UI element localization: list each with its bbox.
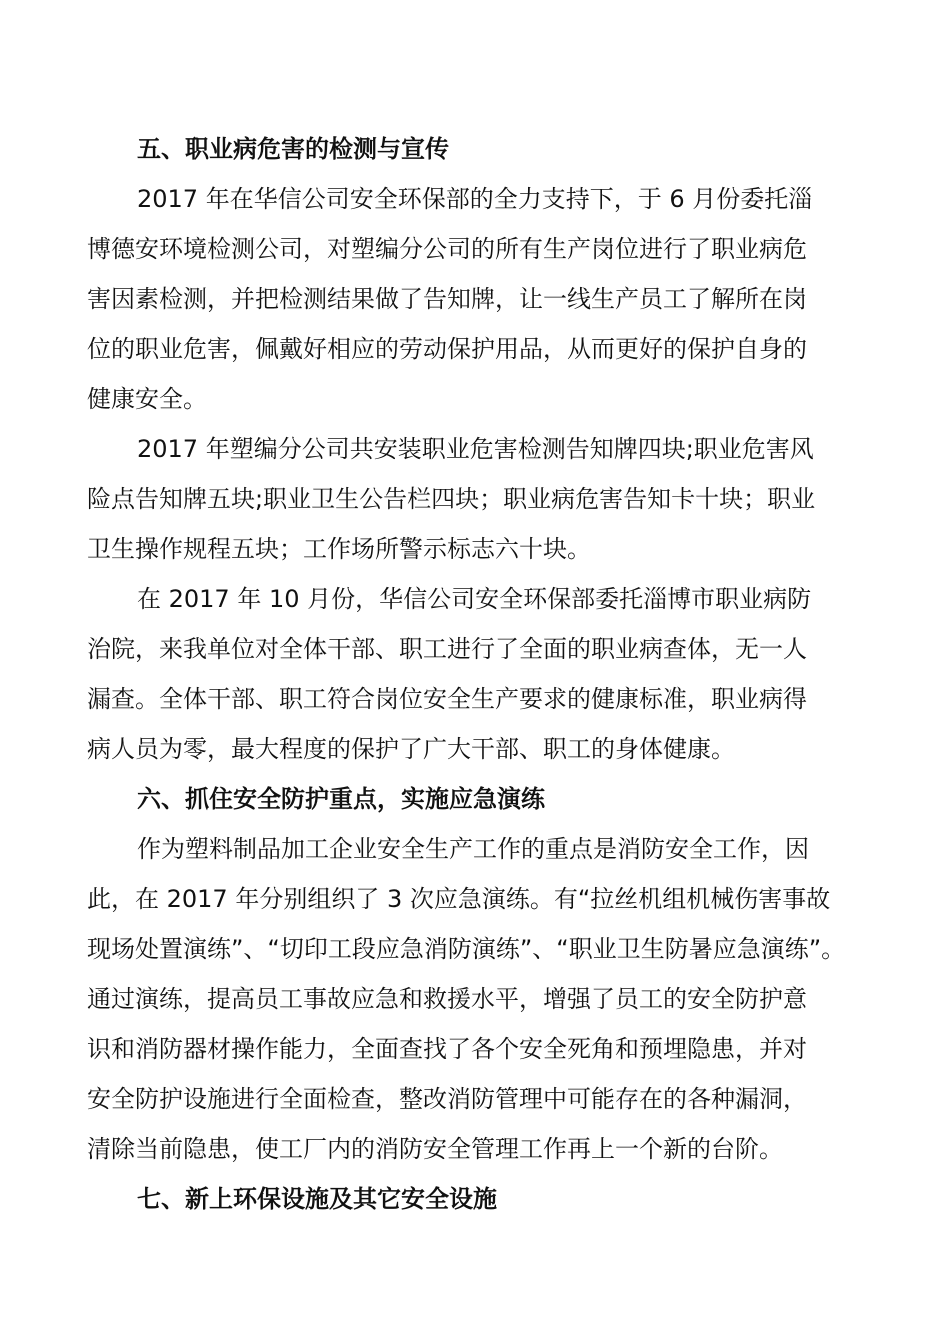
paragraph-detection [87,174,865,424]
paragraph-line: 作为塑料制品加工企业安全生产工作的重点是消防安全工作，因 [137,835,809,863]
paragraph-line: 病人员为零，最大程度的保护了广大干部、职工的身体健康。 [87,735,735,763]
section-heading-6: 六、抓住安全防护重点，实施应急演练 [137,785,545,813]
paragraph-line: 害因素检测，并把检测结果做了告知牌，让一线生产员工了解所在岗 [87,285,807,313]
paragraph-line: 博德安环境检测公司，对塑编分公司的所有生产岗位进行了职业病危 [87,235,807,263]
paragraph-line: 此，在 2017 年分别组织了 3 次应急演练。有“拉丝机组机械伤害事故 [87,885,831,913]
paragraph-line: 在 2017 年 10 月份，华信公司安全环保部委托淄博市职业病防 [137,585,812,613]
paragraph-drills [87,824,865,1174]
paragraph-line: 2017 年在华信公司安全环保部的全力支持下，于 6 月份委托淄 [137,185,813,213]
paragraph-signs [87,424,865,574]
paragraph-line: 卫生操作规程五块；工作场所警示标志六十块。 [87,535,591,563]
paragraph-line: 漏查。全体干部、职工符合岗位安全生产要求的健康标准，职业病得 [87,685,807,713]
paragraph-line: 2017 年塑编分公司共安装职业危害检测告知牌四块;职业危害风 [137,435,814,463]
paragraph-line: 安全防护设施进行全面检查，整改消防管理中可能存在的各种漏洞， [87,1085,807,1113]
paragraph-line: 现场处置演练”、“切印工段应急消防演练”、“职业卫生防暑应急演练”。 [87,935,846,963]
paragraph-line: 治院，来我单位对全体干部、职工进行了全面的职业病查体，无一人 [87,635,807,663]
paragraph-line: 通过演练，提高员工事故应急和救援水平，增强了员工的安全防护意 [87,985,807,1013]
paragraph-line: 识和消防器材操作能力，全面查找了各个安全死角和预埋隐患，并对 [87,1035,807,1063]
paragraph-line: 健康安全。 [87,385,207,413]
paragraph-line: 险点告知牌五块;职业卫生公告栏四块；职业病危害告知卡十块；职业 [87,485,816,513]
section-heading-5: 五、职业病危害的检测与宣传 [137,135,449,163]
section-heading-7: 七、新上环保设施及其它安全设施 [137,1185,497,1213]
paragraph-checkup [87,574,865,774]
paragraph-line: 清除当前隐患，使工厂内的消防安全管理工作再上一个新的台阶。 [87,1135,783,1163]
document-body [87,124,865,1224]
paragraph-line: 位的职业危害，佩戴好相应的劳动保护用品，从而更好的保护自身的 [87,335,807,363]
